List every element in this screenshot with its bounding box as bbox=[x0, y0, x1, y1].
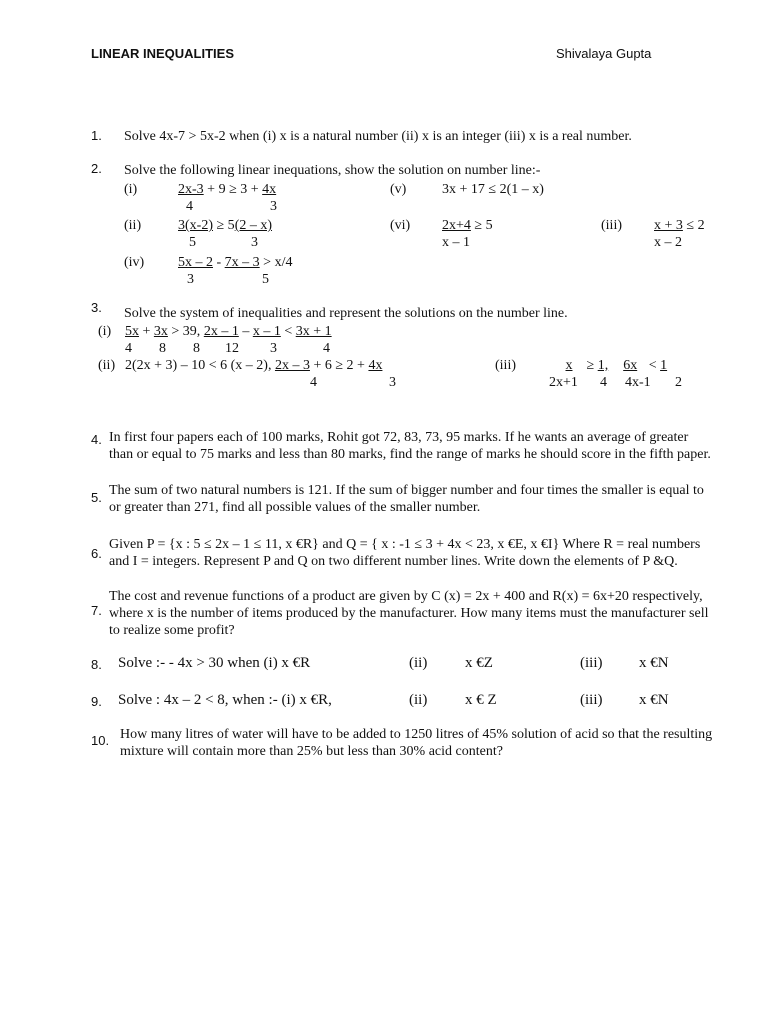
fraction-numerator: 5x – 2 bbox=[178, 255, 213, 270]
fraction-denominator: 2 bbox=[675, 375, 682, 390]
question-text-line: and I = integers. Represent P and Q on two different number lines. Write down the elements of P &Q. bbox=[109, 554, 678, 569]
set-condition: x €N bbox=[639, 692, 669, 708]
question-text-line: or greater than 271, find all possible values of the smaller number. bbox=[109, 500, 481, 515]
fraction-denominator: 8 bbox=[193, 341, 200, 356]
fraction-numerator: 7x – 3 bbox=[224, 255, 260, 270]
fraction-denominator: 5 bbox=[189, 235, 196, 250]
expression-text: + 6 ≥ 2 + bbox=[309, 358, 369, 373]
set-condition: x €N bbox=[639, 655, 669, 671]
page-title: LINEAR INEQUALITIES bbox=[91, 46, 235, 61]
question-number: 4. bbox=[91, 432, 102, 447]
expression-text: + bbox=[139, 324, 154, 339]
fraction-numerator: x – 1 bbox=[252, 324, 281, 339]
question-number: 9. bbox=[91, 694, 102, 709]
fraction-numerator: 4x bbox=[262, 182, 277, 197]
question-text-line: How many litres of water will have to be added to 1250 litres of 45% solution of acid so that the resulting bbox=[120, 727, 713, 742]
expression-text: > 39, bbox=[167, 324, 204, 339]
fraction-numerator: 1, bbox=[597, 358, 609, 373]
fraction-denominator: 3 bbox=[187, 272, 194, 287]
inequality-expression bbox=[125, 358, 382, 374]
part-label: (iii) bbox=[580, 692, 603, 708]
question-text-line: than or equal to 75 marks and less than 80 marks, find the range of marks he should score in the fifth paper. bbox=[109, 447, 711, 462]
expression-text: 2(2x + 3) – 10 < 6 (x – 2), bbox=[125, 358, 275, 373]
question-text: Solve 4x-7 > 5x-2 when (i) x is a natural number (ii) x is an integer (iii) x is a real number. bbox=[124, 129, 632, 144]
fraction-denominator: 5 bbox=[262, 272, 269, 287]
fraction-numerator: 2x+4 bbox=[442, 218, 471, 233]
fraction-numerator: 2x – 1 bbox=[203, 324, 239, 339]
fraction-numerator: (2 – x) bbox=[234, 218, 273, 233]
fraction-denominator: 4 bbox=[323, 341, 330, 356]
fraction-numerator: x bbox=[565, 358, 573, 373]
expression-text: - bbox=[213, 255, 225, 270]
question-text: Solve the system of inequalities and represent the solutions on the number line. bbox=[124, 306, 568, 321]
expression-text: – bbox=[238, 324, 253, 339]
question-text-line: The sum of two natural numbers is 121. If the sum of bigger number and four times the smaller is equal to bbox=[109, 483, 704, 498]
expression-text: ≥ 5 bbox=[213, 218, 235, 233]
inequality-expression bbox=[125, 324, 332, 340]
inequality-expression bbox=[442, 218, 493, 234]
part-label: (iii) bbox=[580, 655, 603, 671]
fraction-denominator: 4x-1 bbox=[625, 375, 651, 390]
question-text: Solve the following linear inequations, show the solution on number line:- bbox=[124, 163, 541, 178]
question-text-line: where x is the number of items produced by the manufacturer. How many items must the manufacturer sell bbox=[109, 606, 709, 621]
part-label: (iii) bbox=[601, 218, 622, 233]
fraction-numerator: 3x + 1 bbox=[295, 324, 332, 339]
fraction-denominator: x – 1 bbox=[442, 235, 470, 250]
question-number: 7. bbox=[91, 603, 102, 618]
set-condition: x €Z bbox=[465, 655, 493, 671]
part-label: (v) bbox=[390, 182, 407, 197]
question-text-line: mixture will contain more than 25% but less than 30% acid content? bbox=[120, 744, 503, 759]
part-label: (ii) bbox=[98, 358, 116, 373]
fraction-numerator: 3x bbox=[153, 324, 168, 339]
part-label: (iii) bbox=[495, 358, 516, 373]
part-label: (i) bbox=[98, 324, 112, 339]
question-number: 6. bbox=[91, 546, 102, 561]
question-number: 3. bbox=[91, 300, 102, 315]
fraction-denominator: 4 bbox=[125, 341, 132, 356]
fraction-denominator: 12 bbox=[225, 341, 239, 356]
inequality-expression bbox=[178, 182, 276, 198]
fraction-numerator: 5x bbox=[125, 324, 139, 339]
fraction-denominator: 4 bbox=[600, 375, 607, 390]
expression-text: < bbox=[645, 358, 661, 373]
question-text-line: Given P = {x : 5 ≤ 2x – 1 ≤ 11, x €R} and Q = { x : -1 ≤ 3 + 4x < 23, x €E, x €I} Where R = real numbers bbox=[109, 537, 701, 552]
expression-text: ≥ 5 bbox=[470, 218, 493, 233]
part-label: (i) bbox=[124, 182, 138, 197]
fraction-numerator: 6x bbox=[623, 358, 638, 373]
fraction-denominator: 3 bbox=[251, 235, 258, 250]
question-text-line: to realize some profit? bbox=[109, 623, 235, 638]
inequality-expression bbox=[555, 358, 667, 374]
inequality-expression bbox=[178, 255, 292, 271]
question-number: 10. bbox=[91, 733, 110, 748]
part-label: (ii) bbox=[409, 655, 428, 671]
expression-text: ≤ 2 bbox=[682, 218, 705, 233]
expression-text: < bbox=[280, 324, 296, 339]
fraction-numerator: 4x bbox=[368, 358, 383, 373]
question-number: 2. bbox=[91, 161, 102, 176]
fraction-denominator: 3 bbox=[270, 199, 277, 214]
fraction-denominator: 2x+1 bbox=[549, 375, 578, 390]
inequality-expression: 3x + 17 ≤ 2(1 – x) bbox=[442, 182, 544, 197]
fraction-numerator: x + 3 bbox=[654, 218, 683, 233]
question-number: 5. bbox=[91, 490, 102, 505]
question-number: 8. bbox=[91, 657, 102, 672]
fraction-numerator: 1 bbox=[660, 358, 668, 373]
part-label: (ii) bbox=[124, 218, 142, 233]
expression-text: ≥ bbox=[583, 358, 598, 373]
part-label: (vi) bbox=[390, 218, 411, 233]
fraction-denominator: 4 bbox=[310, 375, 317, 390]
part-label: (iv) bbox=[124, 255, 145, 270]
part-label: (ii) bbox=[409, 692, 428, 708]
fraction-numerator: 3(x-2) bbox=[178, 218, 213, 233]
fraction-denominator: 8 bbox=[159, 341, 166, 356]
question-text-line: In first four papers each of 100 marks, Rohit got 72, 83, 73, 95 marks. If he wants an average of greater bbox=[109, 430, 689, 445]
fraction-denominator: x – 2 bbox=[654, 235, 682, 250]
fraction-denominator: 3 bbox=[389, 375, 396, 390]
fraction-numerator: 2x-3 bbox=[178, 182, 204, 197]
question-text-line: The cost and revenue functions of a product are given by C (x) = 2x + 400 and R(x) = 6x+20 respectively, bbox=[109, 589, 703, 604]
set-condition: x € Z bbox=[465, 692, 497, 708]
fraction-numerator: 2x – 3 bbox=[274, 358, 310, 373]
question-text: Solve :- - 4x > 30 when (i) x €R bbox=[118, 655, 311, 671]
question-number: 1. bbox=[91, 128, 102, 143]
expression-text: + 9 ≥ 3 + bbox=[203, 182, 263, 197]
fraction-denominator: 4 bbox=[186, 199, 193, 214]
author-name: Shivalaya Gupta bbox=[556, 46, 652, 61]
fraction-denominator: 3 bbox=[270, 341, 277, 356]
inequality-expression bbox=[178, 218, 272, 234]
inequality-expression bbox=[654, 218, 705, 234]
expression-text: > x/4 bbox=[259, 255, 293, 270]
question-text: Solve : 4x – 2 < 8, when :- (i) x €R, bbox=[118, 692, 332, 708]
